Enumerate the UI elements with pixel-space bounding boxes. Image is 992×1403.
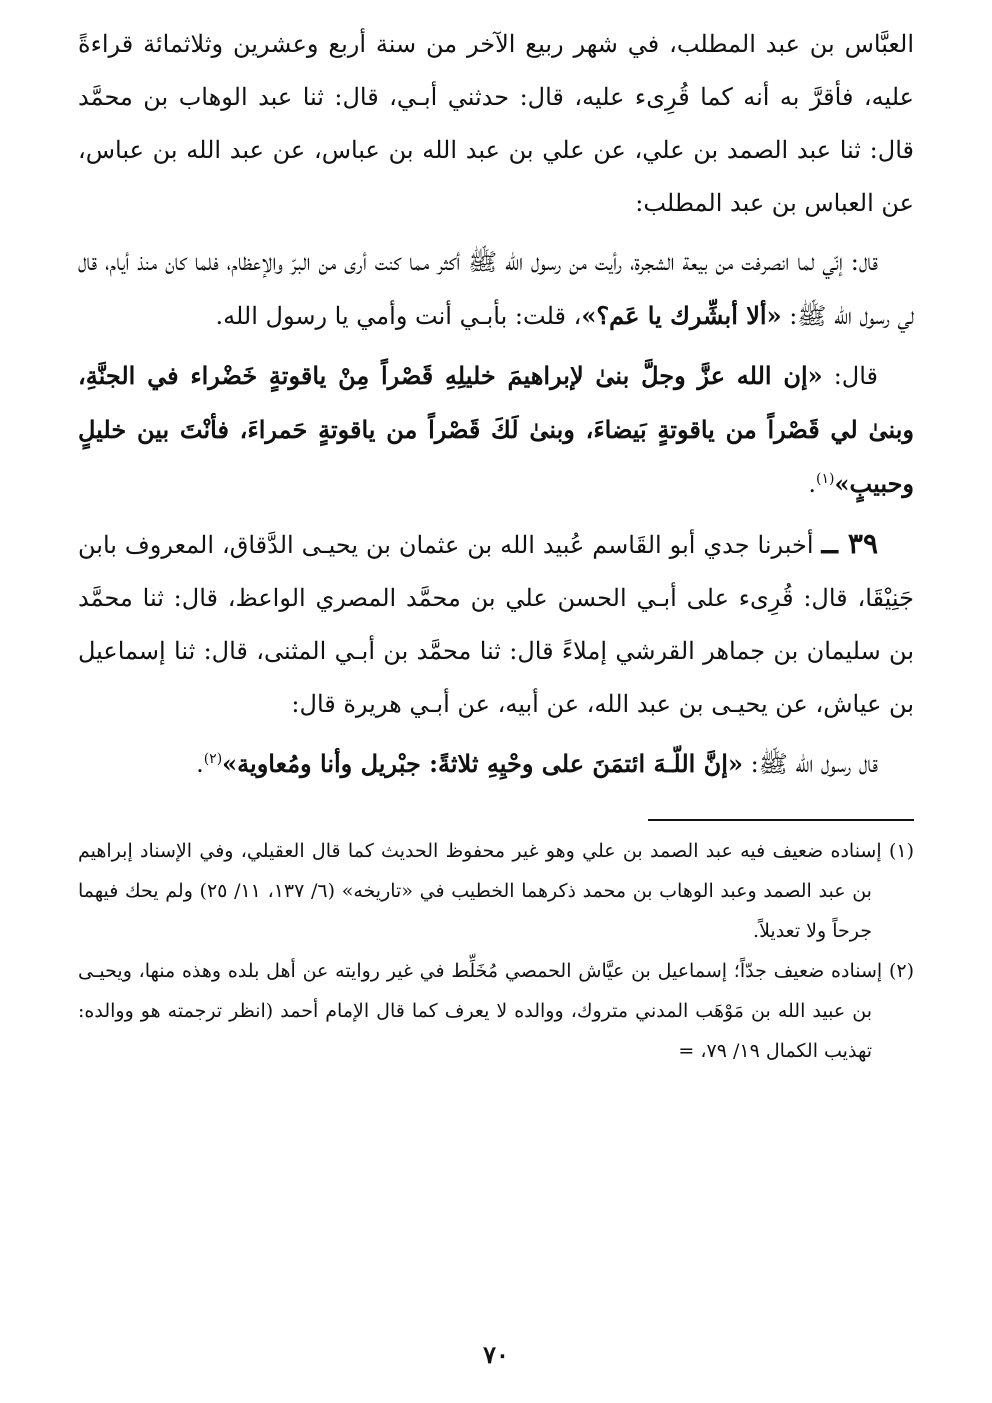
hadith-abbas-quote: «ألا أبشِّرك يا عَم؟» [581, 301, 782, 330]
hadith-abbas-reply: ، قلت: بأبـي أنت وأمي يا رسول الله. [215, 302, 582, 330]
footnote-ref-1: (١) [816, 471, 835, 487]
hadith-palace-quote: «إن الله عزَّ وجلَّ بنىٰ لإبراهيمَ خليلِهِ قَصْراً مِنْ ياقوتةٍ خَضْراء في الجنَّةِ، وبنىٰ لي قَصْراً من ياقوتةٍ بَيضاءَ، وبنىٰ لَكَ قَصْراً من ياقوتةٍ حَمراءَ، فأنْتَ بين خليلٍ وحبيبٍ» [78, 361, 914, 498]
hadith-palace-end: . [808, 470, 817, 498]
hadith-palace-intro: قال: [833, 362, 878, 390]
footnote-1: (١) إسناده ضعيف فيه عبد الصمد بن علي وهو غير محفوظ الحديث كما قال العقيلي، وفي الإسناد إبراهيم بن عبد الصمد وعبد الوهاب بن محمد ذكرهما الخطيب في «تاريخه» (٦/ ١٣٧، ١١/ ٢٥) ولم يحك فيهما جرحاً ولا تعديلاً. [78, 840, 914, 942]
document-page [78, 18, 914, 1071]
main-text [78, 18, 914, 791]
footnotes [78, 831, 914, 1071]
paragraph-isnad-39 [78, 517, 914, 731]
paragraph-hadith-abbas [78, 236, 914, 343]
footnote-2: (٢) إسناده ضعيف جدّاً؛ إسماعيل بن عيَّاش الحمصي مُخَلِّط في غير روايته عن أهل بلده وهذه منها، ويحيـى بن عبيد الله بن مَوْهَب المدني متروك، ووالده لا يعرف كما قال الإمام أحمد (انظر ترجمته هو ووالده: تهذيب الكمال ١٩/ ٧٩، = [78, 960, 914, 1062]
footnote-divider [648, 819, 914, 821]
paragraph-isnad: العبَّاس بن عبد المطلب، في شهر ربيع الآخر من سنة أربع وعشرين وثلاثمائة قراءةً عليه، فأقرَّ به أنه كما قُرِىء عليه، قال: حدثني أبـي، قال: ثنا عبد الوهاب بن محمَّد قال: ثنا عبد الصمد بن علي، عن علي بن عبد الله بن عباس، عن عبد الله بن عباس، عن العباس بن عبد المطلب: [78, 30, 914, 217]
paragraph-hadith-muawiya [78, 737, 914, 791]
hadith-number: ٣٩ ــ [821, 527, 878, 560]
footnote-ref-2: (٢) [203, 751, 223, 767]
hadith-abbas-intro: قال: إنّي لما انصرفت من بيعة الشجرة، رأيت من رسول الله ﷺ أكثر مما كنت أرى من البرّ والإعظام، فلما كان منذ أيام، قال لي رسول الله ﷺ: [78, 248, 914, 330]
hadith-muawiya-quote: «إنَّ اللّـهَ ائتمَنَ على وحْيِهِ ثلاثةً: جبْريل وأنا ومُعاوية» [222, 749, 743, 778]
isnad-39-text: أخبرنا جدي أبو القَاسم عُبيد الله بن عثمان بن يحيـى الدَّقاق، المعروف بابن جَنِيْقَا، قال: قُرِىء على أبـي الحسن علي بن محمَّد المصري الواعظ، قال: ثنا محمَّد بن سليمان بن جماهر القرشي إملاءً قال: ثنا محمَّد بن أبـي المثنى، قال: ثنا إسماعيل بن عياش، عن يحيـى بن عبد الله، عن أبيه، عن أبـي هريرة قال: [78, 531, 914, 718]
hadith-muawiya-intro: قال رسول الله ﷺ: [750, 750, 878, 778]
hadith-muawiya-end: . [196, 750, 204, 778]
paragraph-hadith-palace [78, 349, 914, 511]
page-number: ٧٠ [483, 1340, 509, 1369]
